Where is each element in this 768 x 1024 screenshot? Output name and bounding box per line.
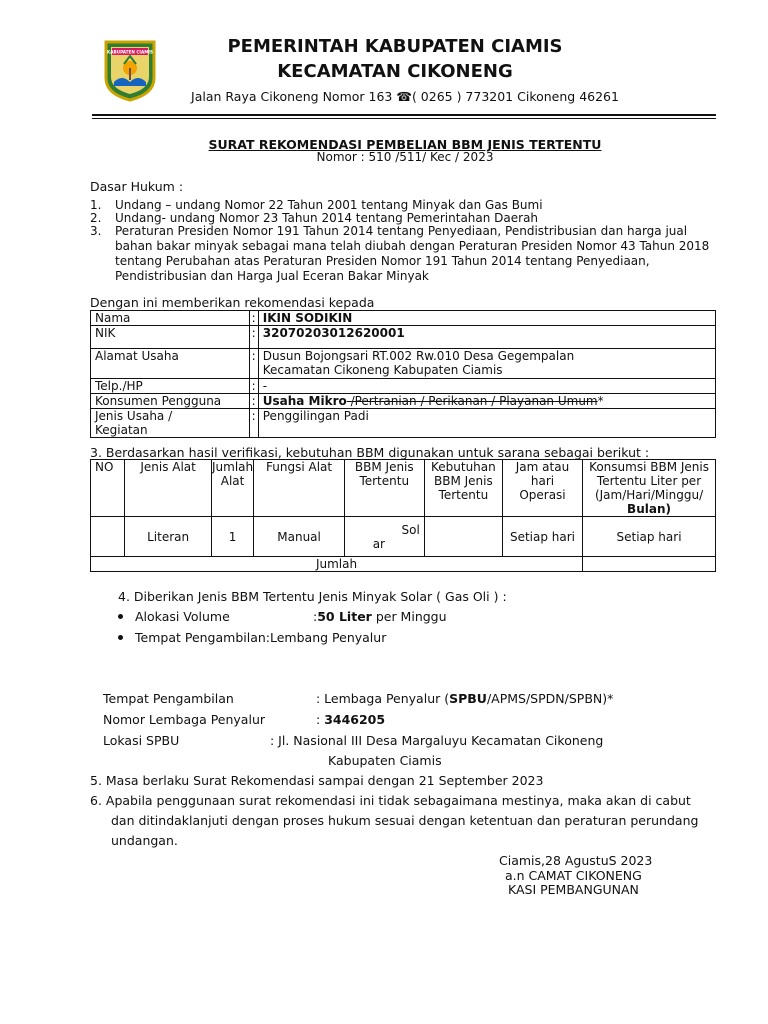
bullet-icon [118,635,123,640]
volume-label: Alokasi Volume [135,609,230,624]
header-divider [92,114,716,116]
office-address: Jalan Raya Cikoneng Nomor 163 ☎( 0265 ) 773201 Cikoneng 46261 [191,89,619,104]
signature-on-behalf: a.n CAMAT CIKONENG [505,868,642,883]
business-type: Penggilingan Padi [258,409,715,438]
equipment-table [90,459,716,572]
tool-quantity: 1 [211,517,254,557]
table-row: Telp./HP : - [91,379,716,394]
recipient-phone: - [258,379,715,394]
regency-logo [102,38,158,102]
signature-position: KASI PEMBANGUNAN [508,882,639,897]
recipient-name: IKIN SODIKIN [258,311,715,326]
station-place-value: : Lembaga Penyalur (SPBU/APMS/SPDN/SPBN)* [316,691,614,706]
legal-basis-label: Dasar Hukum : [90,179,184,194]
table-row: Alamat Usaha : Dusun Bojongsari RT.002 Rw.010 Desa Gegempalan Kecamatan Cikoneng Kabupaten Ciamis [91,349,716,379]
validity-clause: 5. Masa berlaku Surat Rekomendasi sampai dengan 21 September 2023 [90,773,544,788]
recipient-table [90,310,716,438]
revocation-clause-line: undangan. [111,833,178,848]
allocation-heading: 4. Diberikan Jenis BBM Tertentu Jenis Minyak Solar ( Gas Oli ) : [118,589,507,604]
letter-number: Nomor : 510 /511/ Kec / 2023 [316,150,494,164]
table-row: Jenis Usaha / Kegiatan : Penggilingan Padi [91,409,716,438]
tool-function: Manual [254,517,344,557]
volume-value: :50 Liter per Minggu [313,609,447,624]
fuel-type: Sol ar [344,517,424,557]
station-number-label: Nomor Lembaga Penyalur [103,712,266,727]
table-row [91,517,716,557]
law-item: 1. Undang – undang Nomor 22 Tahun 2001 tentang Minyak dan Gas Bumi [90,198,543,212]
table-total-row: Jumlah [91,557,716,572]
station-location-value: : Jl. Nasional III Desa Margaluyu Kecamatan Cikoneng [270,733,604,748]
recipient-nik: 32070203012620001 [258,326,715,349]
station-place-label: Tempat Pengambilan [103,691,234,706]
revocation-clause: 6. Apabila penggunaan surat rekomendasi ini tidak sebagaimana mestinya, maka akan di cabut [90,793,691,808]
table-row: Nama : IKIN SODIKIN [91,311,716,326]
phone-icon: ☎ [396,89,412,104]
svg-text:KABUPATEN CIAMIS: KABUPATEN CIAMIS [107,49,153,55]
table-row: Konsumen Pengguna : Usaha Mikro /Pertranian / Perikanan / Playanan Umum* [91,394,716,409]
tool-name: Literan [125,517,211,557]
signature-date: Ciamis,28 AgustuS 2023 [499,853,653,868]
law-item: 3. Peraturan Presiden Nomor 191 Tahun 2014 tentang Penyediaan, Pendistribusian dan harga jual bahan bakar minyak sebagai mana telah diubah dengan Peraturan Presiden Nomor 43 Tahun 2018 tentang Perubahan atas Peraturan Presiden Nomor 191 Tahun 2014 tentang Penyediaan, Pendistribusian dan Harga Jual Eceran Bakar Minyak [90,224,710,283]
revocation-clause-line: dan ditindaklanjuti dengan proses hukum sesuai dengan ketentuan dan peraturan perundang [111,813,699,828]
operating-hours: Setiap hari [502,517,582,557]
station-location-city: Kabupaten Ciamis [328,753,442,768]
recipient-address: Dusun Bojongsari RT.002 Rw.010 Desa Gegempalan Kecamatan Cikoneng Kabupaten Ciamis [258,349,715,379]
station-location-label: Lokasi SPBU [103,733,180,748]
consumer-type: Usaha Mikro /Pertranian / Perikanan / Playanan Umum* [258,394,715,409]
pickup-place: Tempat Pengambilan:Lembang Penyalur [135,630,387,645]
table-header-row: NO Jenis Alat Jumlah Alat Fungsi Alat BBM Jenis Tertentu Kebutuhan BBM Jenis Tertentu Jam atau hari Operasi Konsumsi BBM Jenis Tertentu Liter per (Jam/Hari/Minggu/ Bulan) [91,460,716,517]
letter-title: SURAT REKOMENDASI PEMBELIAN BBM JENIS TERTENTU [208,137,602,152]
recommendation-intro: Dengan ini memberikan rekomendasi kepada [90,295,375,310]
district-name: KECAMATAN CIKONENG [277,61,513,82]
header-divider-thin [92,118,716,119]
bullet-icon [118,614,123,619]
law-item: 2. Undang- undang Nomor 23 Tahun 2014 tentang Pemerintahan Daerah [90,211,539,225]
consumption: Setiap hari [583,517,716,557]
station-number-value: : 3446205 [316,712,386,727]
table-row: NIK : 32070203012620001 [91,326,716,349]
verification-intro: 3. Berdasarkan hasil verifikasi, kebutuhan BBM digunakan untuk sarana sebagai berikut : [90,445,650,460]
government-name: PEMERINTAH KABUPATEN CIAMIS [227,36,563,57]
